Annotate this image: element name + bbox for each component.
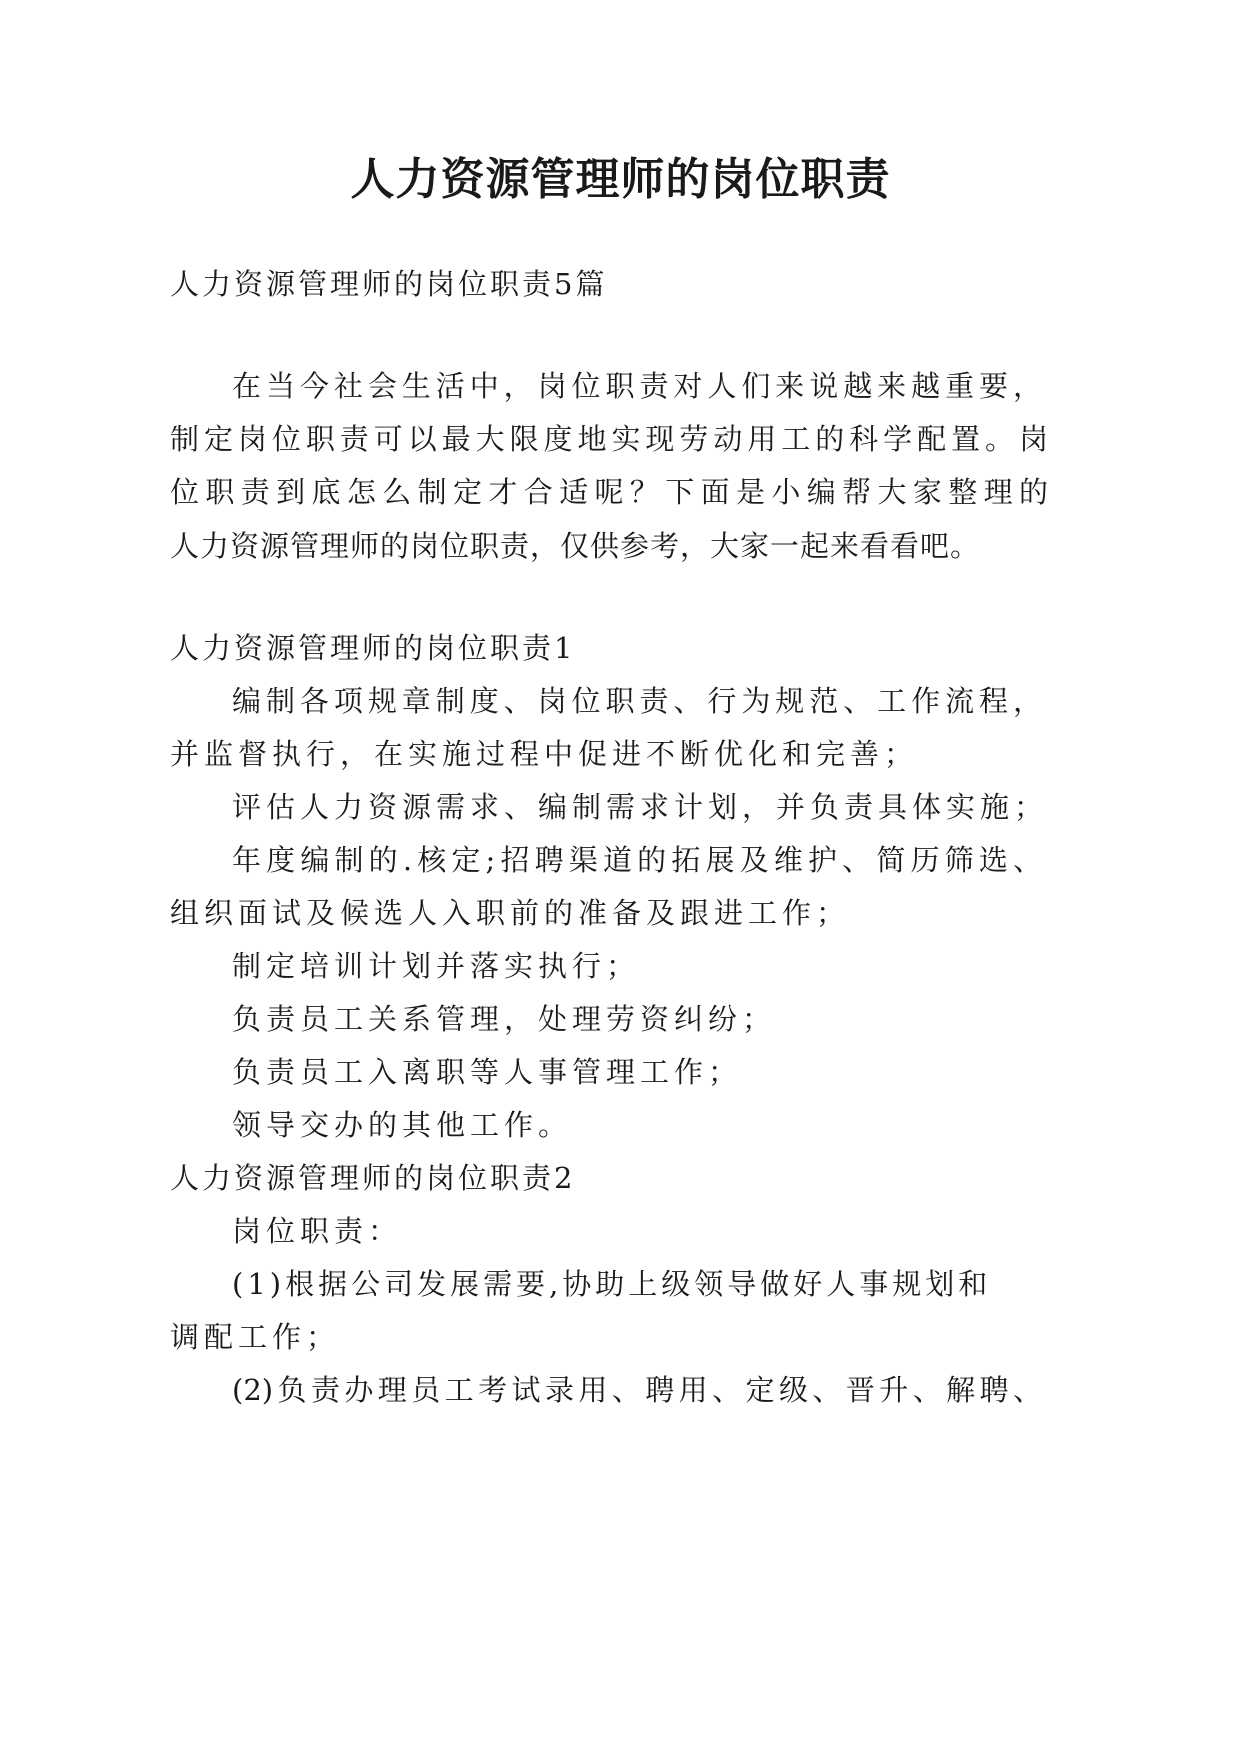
paragraph-line: 评估人力资源需求、编制需求计划，并负责具体实施； (232, 790, 1049, 824)
paragraph-line: (1)根据公司发展需要,协助上级领导做好人事规划和 (232, 1267, 992, 1301)
section-heading-1: 人力资源管理师的岗位职责1 (170, 631, 576, 665)
paragraph-line: 调配工作； (170, 1320, 341, 1354)
subtitle-line: 人力资源管理师的岗位职责5篇 (170, 267, 608, 301)
paragraph-line: 组织面试及候选人入职前的准备及跟进工作； (170, 896, 851, 930)
paragraph-line: 编制各项规章制度、岗位职责、行为规范、工作流程， (232, 684, 1042, 718)
paragraph-line: 并监督执行，在实施过程中促进不断优化和完善； (170, 737, 919, 771)
document-title: 人力资源管理师的岗位职责 (350, 154, 891, 205)
intro-line-1: 在当今社会生活中，岗位职责对人们来说越来越重要， (232, 369, 1042, 403)
paragraph-line: 领导交办的其他工作。 (232, 1108, 573, 1142)
intro-line-2: 制定岗位职责可以最大限度地实现劳动用工的科学配置。岗 (170, 422, 1048, 456)
paragraph-line: 岗位职责： (232, 1214, 403, 1248)
intro-line-3: 位职责到底怎么制定才合适呢？下面是小编帮大家整理的 (170, 475, 1048, 509)
paragraph-line: (2)负责办理员工考试录用、聘用、定级、晋升、解聘、 (232, 1373, 1042, 1407)
intro-line-4: 人力资源管理师的岗位职责，仅供参考，大家一起来看看吧。 (170, 529, 981, 563)
section-heading-2: 人力资源管理师的岗位职责2 (170, 1161, 576, 1195)
paragraph-line: 制定培训计划并落实执行； (232, 949, 641, 983)
paragraph-line: 负责员工入离职等人事管理工作； (232, 1055, 743, 1089)
paragraph-line: 年度编制的.核定;招聘渠道的拓展及维护、简历筛选、 (232, 843, 1042, 877)
paragraph-line: 负责员工关系管理，处理劳资纠纷； (232, 1002, 777, 1036)
